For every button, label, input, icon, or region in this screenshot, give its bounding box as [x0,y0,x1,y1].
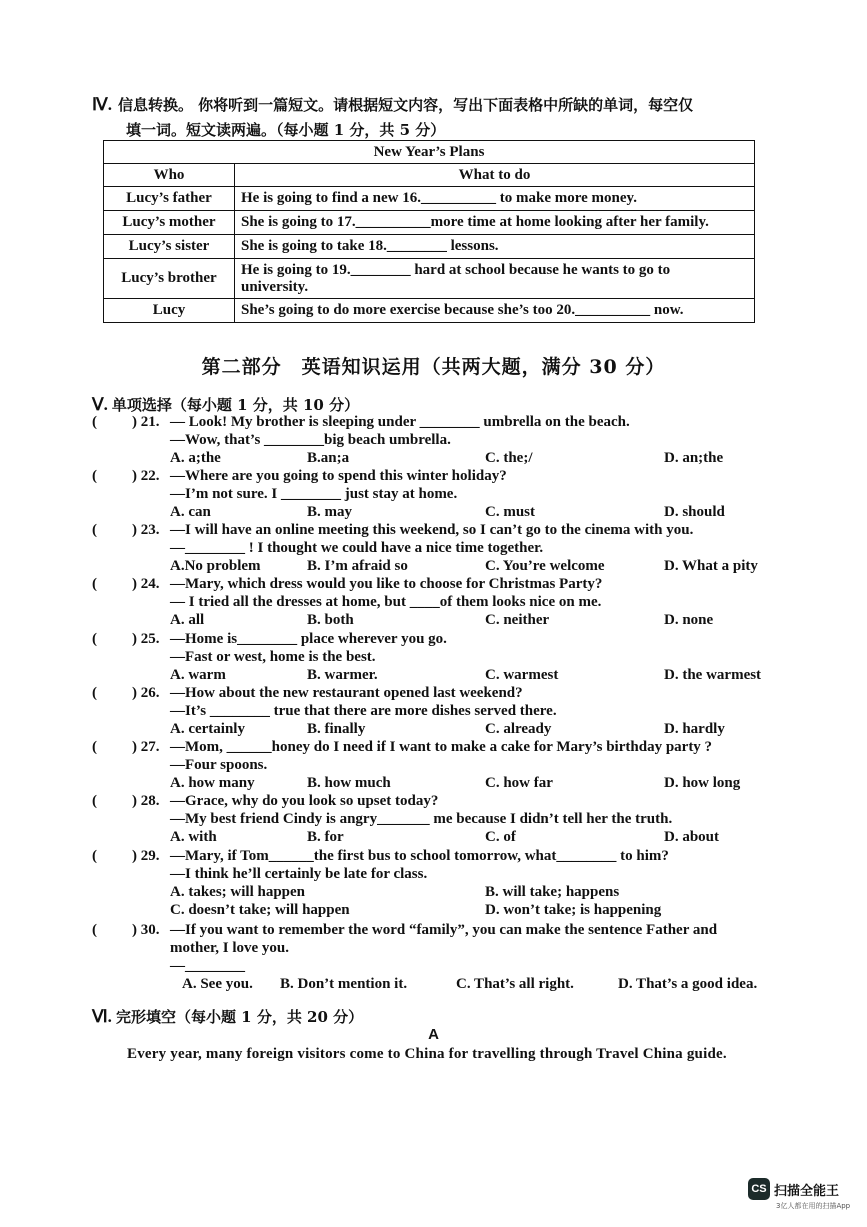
option-d: D. an;the [664,450,724,466]
question-stem-continued: mother, I love you. [170,940,290,956]
option-d: D. should [664,504,725,520]
answer-paren[interactable]: ( [92,522,97,538]
answer-paren[interactable]: ( [92,631,97,647]
question-23 [92,521,782,575]
answer-paren[interactable]: ( [92,576,97,592]
question-response: —It’s ________ true that there are more dishes served there. [170,703,557,719]
question-stem: —I will have an online meeting this weekend, so I can’t go to the cinema with you. [170,522,694,538]
camscanner-tagline: 3亿人都在用的扫描App [776,1202,851,1210]
question-response: —________ ! I thought we could have a nice time together. [170,540,544,556]
question-26 [92,684,782,738]
option-d: D. What a pity [664,558,758,574]
answer-paren[interactable]: ( [92,685,97,701]
question-22 [92,467,782,521]
answer-paren[interactable]: ( [92,468,97,484]
table-cell-what-line1: He is going to 19.________ hard at school because he wants to go to [241,261,671,278]
option-c: C. must [485,504,536,520]
option-d: D. none [664,612,714,628]
option-d: D. That’s a good idea. [618,976,758,992]
option-a: A. a;the [170,450,221,466]
option-c: C. You’re welcome [485,558,605,574]
option-a: A. See you. [182,976,253,992]
option-d: D. hardly [664,721,725,737]
option-c: C. of [485,829,516,845]
question-stem: — Look! My brother is sleeping under ________ umbrella on the beach. [170,414,630,430]
part2-title: 第二部分 英语知识运用（共两大题，满分 30 分） [201,356,666,378]
question-response: —My best friend Cindy is angry_______ me because I didn’t tell her the truth. [170,811,673,827]
section4-roman: Ⅳ. [92,95,112,114]
section5-roman: Ⅴ. [92,395,108,414]
question-stem: —Home is________ place wherever you go. [170,631,447,647]
question-stem: —Where are you going to spend this winter holiday? [170,468,507,484]
question-stem: —Mary, which dress would you like to choose for Christmas Party? [170,576,603,592]
answer-paren[interactable]: ( [92,739,97,755]
passage-first-line: Every year, many foreign visitors come to China for travelling through Travel China guide. [127,1046,727,1062]
option-b: B. finally [307,721,366,737]
table-row [104,235,755,259]
question-stem: —How about the new restaurant opened last weekend? [170,685,523,701]
new-years-plans-table [103,140,755,323]
option-a: A. all [170,612,205,628]
option-a: A. how many [170,775,255,791]
option-d: D. won’t take; is happening [485,902,662,918]
table-cell-what: She is going to take 18.________ lessons. [235,235,755,259]
table-row [104,187,755,211]
answer-paren[interactable]: ( [92,848,97,864]
table-cell-what [235,259,755,299]
option-d: D. the warmest [664,667,762,683]
question-stem: —Grace, why do you look so upset today? [170,793,439,809]
option-a: A. takes; will happen [170,884,306,900]
question-number: ) 26. [132,685,160,701]
question-number: ) 21. [132,414,160,430]
question-25 [92,630,782,684]
question-response: —________ [170,958,245,974]
table-cell-who: Lucy’s mother [104,211,235,235]
option-d: D. about [664,829,720,845]
camscanner-name: 扫描全能王 [774,1184,840,1199]
table-cell-what: She’s going to do more exercise because she’s too 20.__________ now. [235,299,755,323]
section4-heading-line2: 填一词。短文读两遍。（每小题 1 分，共 5 分） [126,121,446,139]
question-response: —Four spoons. [170,757,268,773]
answer-paren[interactable]: ( [92,793,97,809]
question-stem: —Mary, if Tom______the first bus to school tomorrow, what________ to him? [170,848,669,864]
option-b: B. for [307,829,344,845]
option-a: A.No problem [170,558,261,574]
question-number: ) 22. [132,468,160,484]
option-c: C. neither [485,612,550,628]
option-c: C. That’s all right. [456,976,574,992]
section6-roman: Ⅵ. [92,1007,112,1026]
question-29 [92,847,782,919]
question-28 [92,792,782,846]
question-number: ) 27. [132,739,160,755]
table-row [104,211,755,235]
question-number: ) 24. [132,576,160,592]
question-27 [92,738,782,792]
option-b: B. warmer. [307,667,378,683]
option-b: B.an;a [307,450,350,466]
option-c: C. already [485,721,552,737]
question-response: —I’m not sure. I ________ just stay at home. [170,486,458,502]
option-a: A. with [170,829,217,845]
table-cell-who: Lucy’s sister [104,235,235,259]
question-response: —Fast or west, home is the best. [170,649,376,665]
table-cell-what: He is going to find a new 16.__________ to make more money. [235,187,755,211]
question-response: —Wow, that’s ________big beach umbrella. [170,432,451,448]
option-c: C. doesn’t take; will happen [170,902,350,918]
answer-paren[interactable]: ( [92,922,97,938]
question-30 [92,921,782,993]
section5-title-text: 单项选择（每小题 1 分，共 10 分） [111,396,360,414]
section6-title [92,1006,363,1027]
question-number: ) 23. [132,522,160,538]
section4-heading-line1: 信息转换。 你将听到一篇短文。请根据短文内容，写出下面表格中所缺的单词，每空仅 [117,96,694,114]
section4-heading [92,92,782,143]
question-stem: —If you want to remember the word “family”, you can make the sentence Father and [170,922,718,938]
option-b: B. Don’t mention it. [280,976,408,992]
option-c: C. warmest [485,667,559,683]
question-stem: —Mom, ______honey do I need if I want to make a cake for Mary’s birthday party ? [170,739,713,755]
question-number: ) 30. [132,922,160,938]
option-d: D. how long [664,775,741,791]
table-cell-what-line2: university. [241,278,309,295]
table-row [104,299,755,323]
table-caption: New Year’s Plans [104,141,755,164]
option-b: B. both [307,612,354,628]
camscanner-logo-icon: CS [748,1178,770,1200]
question-response: — I tried all the dresses at home, but ____of them looks nice on me. [170,594,602,610]
option-a: A. certainly [170,721,245,737]
section5-title [92,394,359,415]
table-cell-who: Lucy [104,299,235,323]
table-cell-what: She is going to 17.__________more time at home looking after her family. [235,211,755,235]
table-cell-who: Lucy’s father [104,187,235,211]
option-a: A. warm [170,667,226,683]
option-c: C. how far [485,775,553,791]
question-number: ) 29. [132,848,160,864]
answer-paren[interactable]: ( [92,414,97,430]
question-21 [92,413,782,467]
option-b: B. may [307,504,352,520]
question-24 [92,575,782,629]
option-a: A. can [170,504,211,520]
table-header-who: Who [104,164,235,187]
table-row [104,259,755,299]
section6-title-text: 完形填空（每小题 1 分，共 20 分） [115,1008,364,1026]
option-b: B. I’m afraid so [307,558,408,574]
question-number: ) 25. [132,631,160,647]
question-response: —I think he’ll certainly be late for class. [170,866,428,882]
option-b: B. will take; happens [485,884,620,900]
option-c: C. the;/ [485,450,533,466]
option-b: B. how much [307,775,391,791]
passage-letter: A [428,1026,439,1043]
table-cell-who: Lucy’s brother [104,259,235,299]
table-header-what: What to do [235,164,755,187]
question-number: ) 28. [132,793,160,809]
